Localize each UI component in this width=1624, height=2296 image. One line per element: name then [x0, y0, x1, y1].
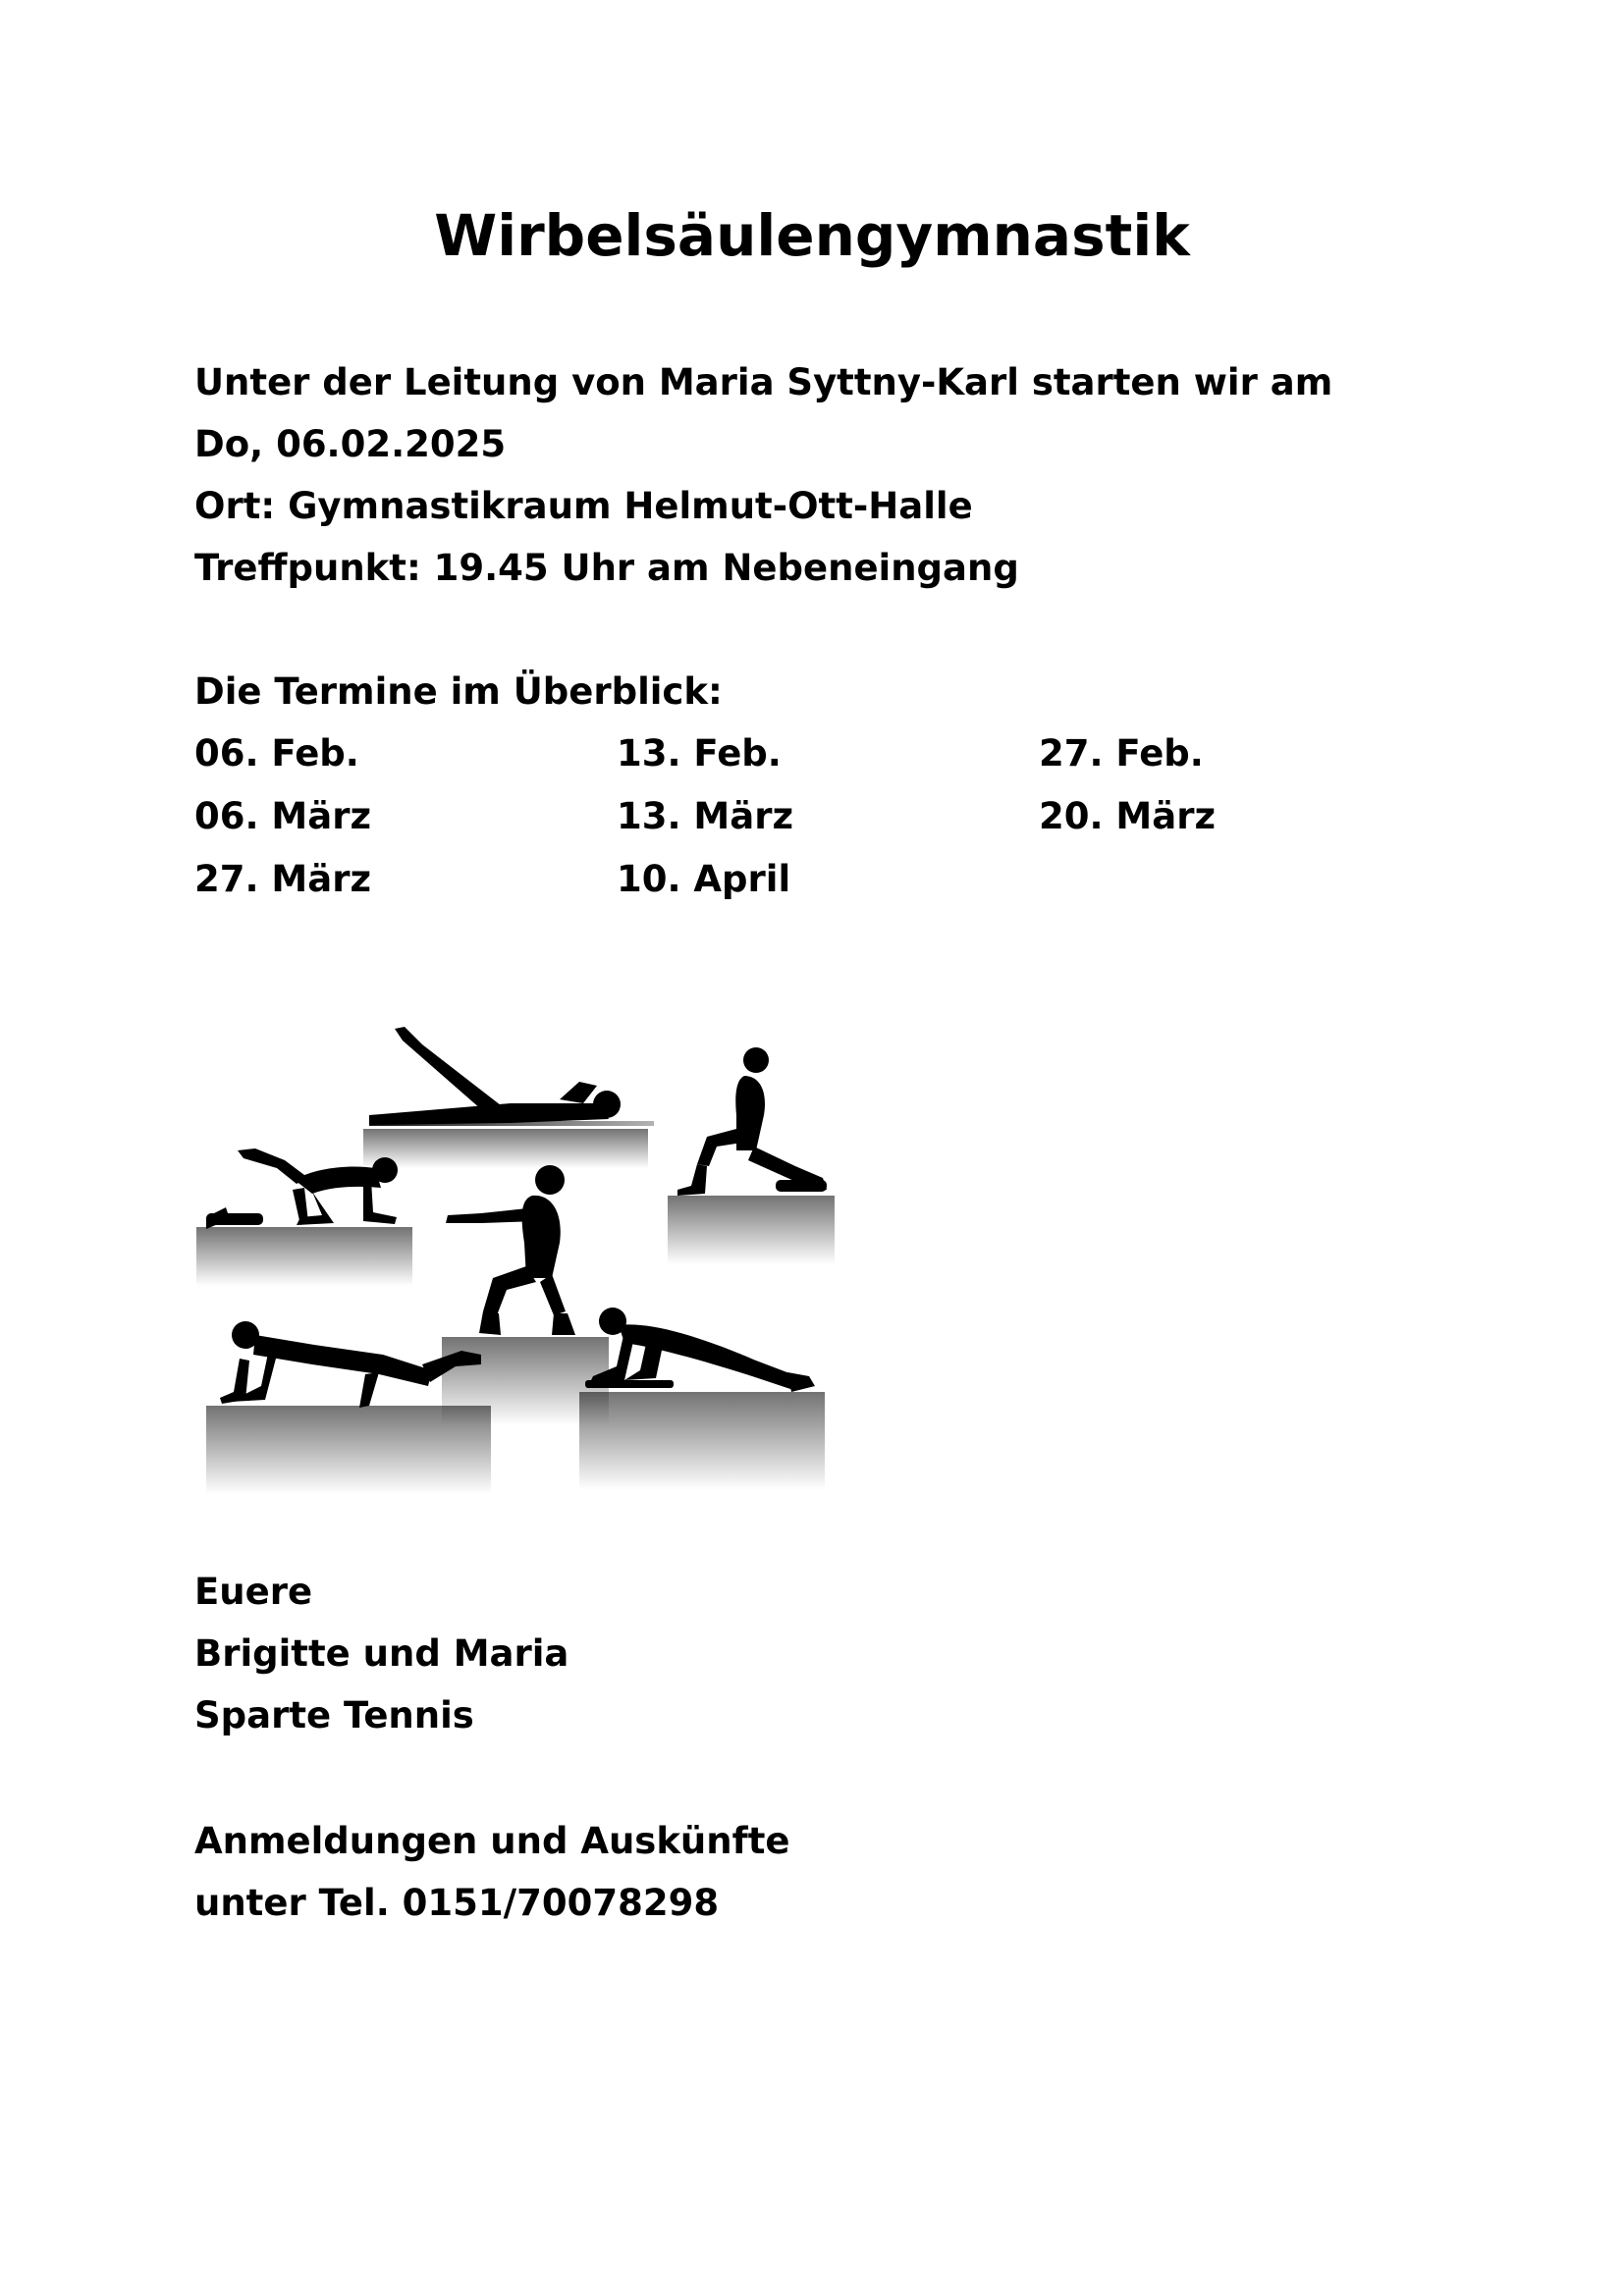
- schedule-date: 13. März: [617, 795, 793, 837]
- schedule-grid: [194, 729, 1274, 918]
- schedule-heading: Die Termine im Überblick:: [194, 670, 723, 713]
- schedule-date: 06. Feb.: [194, 732, 359, 774]
- contact-phone: unter Tel. 0151/70078298: [194, 1882, 720, 1924]
- intro-start-date: Do, 06.02.2025: [194, 423, 507, 465]
- figure-push-up: [585, 1308, 815, 1392]
- schedule-date: 13. Feb.: [617, 732, 782, 774]
- page-title: Wirbelsäulengymnastik: [434, 202, 1190, 269]
- closing-names: Brigitte und Maria: [194, 1632, 569, 1675]
- schedule-row: [194, 729, 1274, 792]
- figure-squat: [446, 1165, 575, 1335]
- intro-meeting-point: Treffpunkt: 19.45 Uhr am Nebeneingang: [194, 547, 1019, 589]
- schedule-row: [194, 792, 1274, 855]
- closing-department: Sparte Tennis: [194, 1694, 474, 1736]
- intro-line-1: Unter der Leitung von Maria Syttny-Karl starten wir am: [194, 361, 1333, 403]
- contact-heading: Anmeldungen und Auskünfte: [194, 1820, 790, 1862]
- schedule-date: 10. April: [617, 858, 791, 900]
- schedule-date: 20. März: [1039, 795, 1216, 837]
- schedule-row: [194, 855, 1274, 918]
- figure-side-leg-raise: [369, 1027, 654, 1126]
- figure-lunge: [677, 1047, 827, 1196]
- schedule-date: 27. Feb.: [1039, 732, 1204, 774]
- closing-greeting: Euere: [194, 1571, 313, 1613]
- schedule-date: 27. März: [194, 858, 371, 900]
- exercise-silhouettes-icon: [187, 1021, 835, 1502]
- schedule-date: 06. März: [194, 795, 371, 837]
- intro-location: Ort: Gymnastikraum Helmut-Ott-Halle: [194, 485, 973, 527]
